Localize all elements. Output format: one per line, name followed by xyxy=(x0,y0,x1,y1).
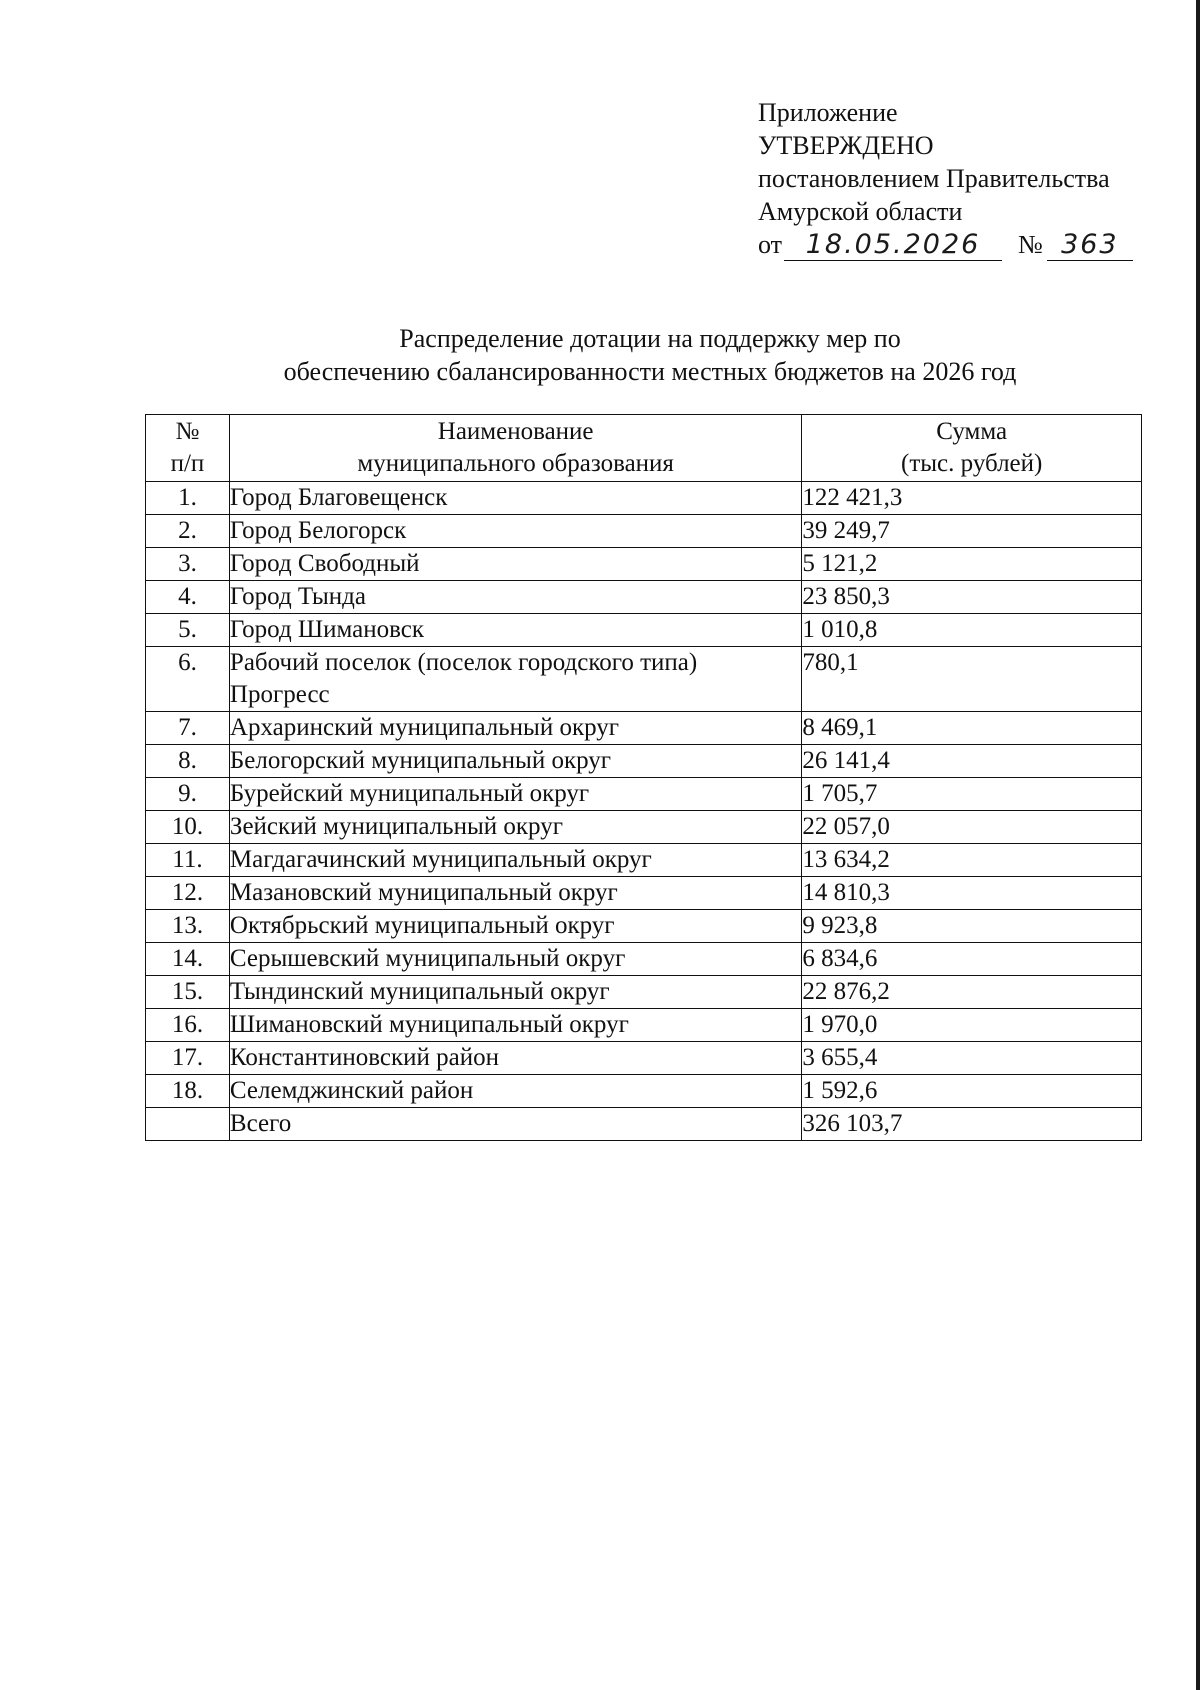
amount: 39 249,7 xyxy=(802,515,1142,548)
row-number: 15. xyxy=(146,976,230,1009)
row-number: 11. xyxy=(146,844,230,877)
decree-label: постановлением Правительства xyxy=(758,164,1110,193)
total-amount: 326 103,7 xyxy=(802,1108,1142,1141)
row-number: 6. xyxy=(146,647,230,712)
header-sum-line2: (тыс. рублей) xyxy=(901,450,1043,477)
header-name-line2: муниципального образования xyxy=(357,450,674,477)
municipality-name: Город Шимановск xyxy=(229,614,801,647)
amount: 22 876,2 xyxy=(802,976,1142,1009)
row-number: 3. xyxy=(146,548,230,581)
municipality-name: Зейский муниципальный округ xyxy=(229,811,801,844)
header-num-line2: п/п xyxy=(170,450,205,477)
municipality-name: Константиновский район xyxy=(229,1042,801,1075)
municipality-name: Бурейский муниципальный округ xyxy=(229,778,801,811)
approval-stamp xyxy=(758,96,1133,261)
row-number: 13. xyxy=(146,910,230,943)
municipality-name: Магдагачинский муниципальный округ xyxy=(229,844,801,877)
header-name xyxy=(229,415,801,482)
amount: 1 010,8 xyxy=(802,614,1142,647)
table-row xyxy=(146,877,1142,910)
amount: 122 421,3 xyxy=(802,482,1142,515)
table-row xyxy=(146,910,1142,943)
amount: 26 141,4 xyxy=(802,745,1142,778)
scan-edge xyxy=(1196,0,1200,1690)
header-name-line1: Наименование xyxy=(437,418,594,445)
table-row xyxy=(146,943,1142,976)
row-number: 1. xyxy=(146,482,230,515)
amount: 6 834,6 xyxy=(802,943,1142,976)
appendix-label: Приложение xyxy=(758,98,898,127)
table-row xyxy=(146,778,1142,811)
table-body xyxy=(146,482,1142,1141)
table-row xyxy=(146,745,1142,778)
table-row xyxy=(146,811,1142,844)
amount: 1 705,7 xyxy=(802,778,1142,811)
row-number: 9. xyxy=(146,778,230,811)
row-number: 8. xyxy=(146,745,230,778)
total-number xyxy=(146,1108,230,1141)
municipality-name: Город Благовещенск xyxy=(229,482,801,515)
region-label: Амурской области xyxy=(758,197,963,226)
table-row xyxy=(146,647,1142,712)
row-number: 4. xyxy=(146,581,230,614)
municipality-name: Мазановский муниципальный округ xyxy=(229,877,801,910)
handwritten-number: 363 xyxy=(1047,230,1133,261)
date-prefix: от xyxy=(758,230,783,259)
amount: 23 850,3 xyxy=(802,581,1142,614)
header-num-line1: № xyxy=(175,418,200,445)
row-number: 7. xyxy=(146,712,230,745)
amount: 3 655,4 xyxy=(802,1042,1142,1075)
amount: 13 634,2 xyxy=(802,844,1142,877)
table-row xyxy=(146,614,1142,647)
table-row xyxy=(146,1042,1142,1075)
table-row xyxy=(146,1009,1142,1042)
total-row xyxy=(146,1108,1142,1141)
table-row xyxy=(146,1075,1142,1108)
title-line-1: Распределение дотации на поддержку мер по xyxy=(399,324,901,353)
row-number: 18. xyxy=(146,1075,230,1108)
header-sum-line1: Сумма xyxy=(936,418,1008,445)
handwritten-date: 18.05.2026 xyxy=(784,230,1002,261)
municipality-name: Серышевский муниципальный округ xyxy=(229,943,801,976)
municipality-name: Архаринский муниципальный округ xyxy=(229,712,801,745)
amount: 5 121,2 xyxy=(802,548,1142,581)
row-number: 16. xyxy=(146,1009,230,1042)
table-row xyxy=(146,581,1142,614)
amount: 14 810,3 xyxy=(802,877,1142,910)
amount: 22 057,0 xyxy=(802,811,1142,844)
row-number: 14. xyxy=(146,943,230,976)
amount: 9 923,8 xyxy=(802,910,1142,943)
municipality-name: Город Свободный xyxy=(229,548,801,581)
municipality-name: Рабочий поселок (поселок городского типа) Прогресс xyxy=(229,647,801,712)
table-row xyxy=(146,712,1142,745)
amount: 1 592,6 xyxy=(802,1075,1142,1108)
number-sign: № xyxy=(1018,230,1043,259)
subsidy-table xyxy=(145,414,1142,1141)
approved-label: УТВЕРЖДЕНО xyxy=(758,131,934,160)
municipality-name: Город Тында xyxy=(229,581,801,614)
table-row xyxy=(146,515,1142,548)
table-row xyxy=(146,482,1142,515)
amount: 780,1 xyxy=(802,647,1142,712)
row-number: 10. xyxy=(146,811,230,844)
municipality-name: Шимановский муниципальный округ xyxy=(229,1009,801,1042)
table-row xyxy=(146,844,1142,877)
total-label: Всего xyxy=(229,1108,801,1141)
municipality-name: Селемджинский район xyxy=(229,1075,801,1108)
row-number: 17. xyxy=(146,1042,230,1075)
municipality-name: Город Белогорск xyxy=(229,515,801,548)
header-sum xyxy=(802,415,1142,482)
row-number: 5. xyxy=(146,614,230,647)
header-num xyxy=(146,415,230,482)
table-row xyxy=(146,548,1142,581)
municipality-name: Белогорский муниципальный округ xyxy=(229,745,801,778)
municipality-name: Октябрьский муниципальный округ xyxy=(229,910,801,943)
document-title xyxy=(150,322,1150,388)
table-header-row xyxy=(146,415,1142,482)
decree-date-number xyxy=(758,228,1133,261)
amount: 8 469,1 xyxy=(802,712,1142,745)
amount: 1 970,0 xyxy=(802,1009,1142,1042)
title-line-2: обеспечению сбалансированности местных бюджетов на 2026 год xyxy=(283,357,1017,386)
row-number: 12. xyxy=(146,877,230,910)
municipality-name: Тындинский муниципальный округ xyxy=(229,976,801,1009)
row-number: 2. xyxy=(146,515,230,548)
table-row xyxy=(146,976,1142,1009)
